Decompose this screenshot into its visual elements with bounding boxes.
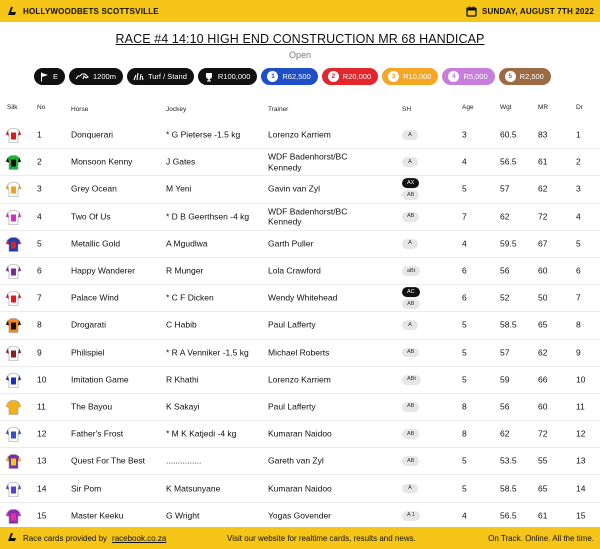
sh-badge: A [402, 320, 418, 330]
runner-row [0, 231, 600, 258]
trainer-name: WDF Badenhorst/BC Kennedy [268, 206, 348, 227]
runner-draw: 15 [576, 510, 586, 521]
jockey-name: * R A Venniker -1.5 kg [166, 347, 249, 358]
runner-merit-rating: 65 [538, 483, 548, 494]
runner-age: 7 [462, 211, 467, 222]
runner-number: 2 [37, 156, 42, 167]
horse-name: Philispiel [71, 347, 105, 358]
runner-draw: 4 [576, 211, 581, 222]
runner-age: 5 [462, 374, 467, 385]
runner-merit-rating: 60 [538, 401, 548, 412]
runner-weight: 59 [500, 374, 510, 385]
jockey-name: ............... [166, 456, 202, 467]
runner-age: 5 [462, 184, 467, 195]
runner-merit-rating: 62 [538, 184, 548, 195]
runner-weight: 56 [500, 265, 510, 276]
runner-row [0, 149, 600, 176]
jockey-name: K Sakayi [166, 401, 200, 412]
col-dr: Dr [576, 104, 583, 111]
sh-badges [402, 266, 420, 276]
horse-name: Quest For The Best [71, 456, 146, 467]
runner-merit-rating: 62 [538, 347, 548, 358]
runner-draw: 8 [576, 320, 581, 331]
runner-age: 8 [462, 401, 467, 412]
venue-block [6, 5, 159, 17]
horse-name: Two Of Us [71, 211, 111, 222]
jockey-silk-icon [5, 208, 22, 225]
runner-age: 3 [462, 129, 467, 140]
runner-weight: 59.5 [500, 238, 517, 249]
runner-weight: 62 [500, 211, 510, 222]
runner-number: 13 [37, 456, 47, 467]
jockey-silk-icon [5, 181, 22, 198]
jockey-name: J Gates [166, 156, 196, 167]
horse-name: Grey Ocean [71, 184, 117, 195]
race-info-chips [34, 68, 551, 85]
runner-row [0, 204, 600, 231]
runner-row [0, 340, 600, 367]
footer-bar [0, 527, 600, 549]
top-bar [0, 0, 600, 22]
runner-draw: 11 [576, 401, 585, 412]
runner-age: 6 [462, 265, 467, 276]
runner-age: 6 [462, 292, 467, 303]
horse-name: Drogarati [71, 320, 106, 331]
sh-badge: ABt [402, 375, 421, 385]
runner-weight: 56.5 [500, 156, 517, 167]
jockey-name: M Yeni [166, 184, 192, 195]
sh-badges [402, 320, 418, 330]
jockey-silk-icon [5, 290, 22, 307]
jockey-name: G Wright [166, 510, 200, 521]
runner-number: 8 [37, 320, 42, 331]
footer-visit-text: Visit our website for realtime cards, results and news. [227, 533, 416, 543]
runner-weight: 58.5 [500, 483, 517, 494]
sh-badge: AB [402, 456, 419, 466]
runner-age: 4 [462, 156, 467, 167]
runner-weight: 57 [500, 184, 510, 195]
sh-badge: A [402, 484, 418, 494]
horse-name: Monsoon Kenny [71, 156, 133, 167]
runner-merit-rating: 66 [538, 374, 548, 385]
jockey-name: K Matsunyane [166, 483, 221, 494]
turf-icon [133, 72, 144, 81]
col-age: Age [462, 104, 474, 111]
race-title: RACE #4 14:10 HIGH END CONSTRUCTION MR 68 HANDICAP [115, 32, 485, 46]
trainer-name: Gavin van Zyl [268, 184, 320, 195]
jockey-name: C Habib [166, 320, 197, 331]
runner-number: 9 [37, 347, 42, 358]
runner-draw: 7 [576, 292, 581, 303]
runner-age: 5 [462, 320, 467, 331]
runner-weight: 58.5 [500, 320, 517, 331]
sh-badge: aBt [402, 266, 420, 276]
runner-row [0, 122, 600, 149]
runner-draw: 9 [576, 347, 581, 358]
runner-age: 5 [462, 483, 467, 494]
race-date: SUNDAY, AUGUST 7TH 2022 [481, 6, 594, 16]
col-wgt: Wgt [500, 104, 512, 111]
runner-merit-rating: 60 [538, 265, 548, 276]
sh-badges [402, 348, 419, 358]
runner-merit-rating: 67 [538, 238, 548, 249]
runner-row [0, 394, 600, 421]
runner-age: 5 [462, 347, 467, 358]
runner-row [0, 312, 600, 339]
chip-surface: Turf / Stand [127, 68, 194, 85]
sh-badge: AB [402, 212, 419, 222]
runner-row [0, 176, 600, 203]
jockey-silk-icon [5, 507, 22, 524]
runner-weight: 57 [500, 347, 510, 358]
footer-racebook-link[interactable]: racebook.co.za [112, 533, 167, 543]
sh-badges [402, 511, 420, 521]
place-2-icon: 2 [328, 71, 339, 82]
trainer-name: Kumaran Naidoo [268, 483, 332, 494]
sh-badges [402, 402, 419, 412]
trainer-name: Wendy Whitehead [268, 292, 338, 303]
sh-badges [402, 212, 419, 222]
runner-row [0, 285, 600, 312]
trainer-name: Lola Crawford [268, 265, 321, 276]
jockey-silk-icon [5, 453, 22, 470]
runner-number: 5 [37, 238, 42, 249]
sh-badges [402, 484, 418, 494]
runner-draw: 1 [576, 129, 581, 140]
sh-badge: AX [402, 179, 419, 189]
sh-badges [402, 239, 418, 249]
sh-badge: AB [402, 299, 420, 309]
runner-number: 10 [37, 374, 47, 385]
place-4-icon: 4 [448, 71, 459, 82]
runner-weight: 60.5 [500, 129, 517, 140]
runner-number: 11 [37, 401, 46, 412]
place-3-icon: 3 [388, 71, 399, 82]
trophy-icon [204, 72, 214, 82]
horse-name: Master Keeku [71, 510, 124, 521]
runner-draw: 13 [576, 456, 586, 467]
sh-badges [402, 130, 418, 140]
sh-badge: AB [402, 429, 419, 439]
trainer-name: Paul Lafferty [268, 320, 316, 331]
chip-prize-2: 2 R20,000 [322, 68, 378, 85]
sh-badges [402, 287, 420, 309]
runner-age: 4 [462, 238, 467, 249]
racebook-logo-icon [6, 5, 18, 17]
runner-draw: 2 [576, 156, 581, 167]
jockey-name: * G Pieterse -1.5 kg [166, 129, 241, 140]
runner-weight: 53.5 [500, 456, 517, 467]
runner-draw: 3 [576, 184, 581, 195]
chip-purse: R100,000 [198, 68, 258, 85]
runner-age: 4 [462, 510, 467, 521]
trainer-name: Gareth van Zyl [268, 456, 324, 467]
runner-row [0, 503, 600, 530]
runner-merit-rating: 55 [538, 456, 548, 467]
sh-badge: A [402, 157, 418, 167]
sh-badge: A 1 [402, 511, 420, 521]
runner-weight: 52 [500, 292, 510, 303]
horse-name: Imitation Game [71, 374, 129, 385]
runner-weight: 56 [500, 401, 510, 412]
sh-badge: AB [402, 348, 419, 358]
horse-name: Father's Frost [71, 428, 124, 439]
runner-row [0, 475, 600, 502]
footer-credit [6, 531, 166, 545]
footer-tagline: On Track. Online. All the time. [488, 533, 594, 543]
trainer-name: Kumaran Naidoo [268, 428, 332, 439]
calendar-icon [466, 6, 477, 17]
trainer-name: Yogas Govender [268, 510, 332, 521]
runner-draw: 14 [576, 483, 586, 494]
sh-badges [402, 179, 419, 201]
distance-icon [75, 72, 89, 81]
chip-start: E [34, 68, 65, 85]
col-jockey: Jockey [166, 106, 187, 113]
jockey-name: * D B Geerthsen -4 kg [166, 211, 250, 222]
jockey-name: * M K Katjedi -4 kg [166, 428, 237, 439]
runner-merit-rating: 65 [538, 320, 548, 331]
jockey-silk-icon [5, 426, 22, 443]
runner-table-header [0, 98, 600, 118]
sh-badge: AB [402, 190, 419, 200]
runner-merit-rating: 72 [538, 428, 548, 439]
horse-name: The Bayou [71, 401, 113, 412]
jockey-name: R Munger [166, 265, 204, 276]
runner-row [0, 421, 600, 448]
horse-name: Palace Wind [71, 292, 119, 303]
jockey-silk-icon [5, 371, 22, 388]
jockey-silk-icon [5, 317, 22, 334]
jockey-silk-icon [5, 235, 22, 252]
runner-number: 4 [37, 211, 42, 222]
trainer-name: WDF Badenhorst/BC Kennedy [268, 151, 348, 173]
trainer-name: Garth Puller [268, 238, 314, 249]
runner-age: 8 [462, 428, 467, 439]
runner-draw: 10 [576, 374, 586, 385]
runner-row [0, 448, 600, 475]
jockey-silk-icon [5, 127, 22, 144]
runner-number: 3 [37, 184, 42, 195]
chip-prize-4: 4 R5,000 [442, 68, 494, 85]
runner-merit-rating: 50 [538, 292, 548, 303]
runner-merit-rating: 72 [538, 211, 548, 222]
sh-badge: A [402, 239, 418, 249]
runner-number: 1 [37, 129, 42, 140]
flag-icon [40, 72, 49, 82]
runner-number: 7 [37, 292, 42, 303]
jockey-name: A Mgudlwa [166, 238, 208, 249]
runner-number: 14 [37, 483, 47, 494]
horse-name: Happy Wanderer [71, 265, 135, 276]
sh-badge: AC [402, 287, 420, 297]
venue-name: HOLLYWOODBETS SCOTTSVILLE [23, 6, 159, 16]
trainer-name: Paul Lafferty [268, 401, 316, 412]
col-silk: Silk [7, 104, 18, 111]
runner-number: 6 [37, 265, 42, 276]
sh-badge: AB [402, 402, 419, 412]
runner-weight: 56.5 [500, 510, 517, 521]
racebook-footer-logo-icon [6, 531, 18, 545]
sh-badges [402, 375, 421, 385]
place-1-icon: 1 [267, 71, 278, 82]
sh-badges [402, 157, 418, 167]
runner-age: 5 [462, 456, 467, 467]
race-subtitle: Open [288, 50, 312, 60]
sh-badges [402, 456, 419, 466]
runner-draw: 5 [576, 238, 581, 249]
runner-weight: 62 [500, 428, 510, 439]
chip-prize-3: 3 R10,000 [382, 68, 438, 85]
jockey-silk-icon [5, 398, 22, 415]
horse-name: Sir Pom [71, 483, 102, 494]
jockey-name: R Khathi [166, 374, 199, 385]
col-sh: SH [402, 106, 412, 113]
jockey-name: * C F Dicken [166, 292, 214, 303]
col-horse: Horse [71, 106, 89, 113]
runner-merit-rating: 61 [538, 156, 548, 167]
runner-draw: 12 [576, 428, 586, 439]
jockey-silk-icon [5, 480, 22, 497]
sh-badge: A [402, 130, 418, 140]
horse-name: Donquerari [71, 129, 114, 140]
place-5-icon: 5 [505, 71, 516, 82]
horse-name: Metallic Gold [71, 238, 121, 249]
runner-row [0, 367, 600, 394]
trainer-name: Michael Roberts [268, 347, 330, 358]
trainer-name: Lorenzo Karriem [268, 374, 331, 385]
runner-merit-rating: 83 [538, 129, 548, 140]
chip-distance: 1200m [69, 68, 123, 85]
jockey-silk-icon [5, 154, 22, 171]
col-no: No [37, 104, 46, 111]
runner-draw: 6 [576, 265, 581, 276]
jockey-silk-icon [5, 263, 22, 280]
runner-row [0, 258, 600, 285]
trainer-name: Lorenzo Karriem [268, 129, 331, 140]
chip-prize-1: 1 R62,500 [261, 68, 317, 85]
runner-number: 12 [37, 428, 47, 439]
runner-merit-rating: 61 [538, 510, 548, 521]
col-trainer: Trainer [268, 106, 289, 113]
date-block [466, 6, 594, 17]
runner-list [0, 122, 600, 530]
col-mr: MR [538, 104, 549, 111]
sh-badges [402, 429, 419, 439]
footer-credit-text: Race cards provided by [23, 533, 108, 543]
chip-prize-5: 5 R2,500 [499, 68, 551, 85]
runner-number: 15 [37, 510, 47, 521]
jockey-silk-icon [5, 344, 22, 361]
